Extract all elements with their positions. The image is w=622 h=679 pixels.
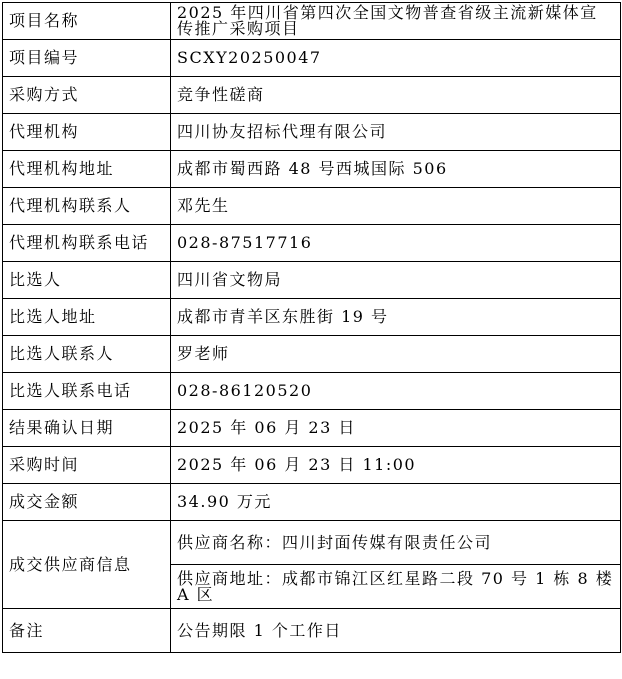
- table-row: [3, 188, 621, 225]
- row-label: 比选人: [3, 262, 171, 299]
- row-value: 邓先生: [171, 188, 621, 225]
- table-row: [3, 225, 621, 262]
- row-label: 结果确认日期: [3, 410, 171, 447]
- row-value: 罗老师: [171, 336, 621, 373]
- row-value: 公告期限 1 个工作日: [171, 609, 621, 653]
- table-row: [3, 40, 621, 77]
- row-value: 竞争性磋商: [171, 77, 621, 114]
- table-row: [3, 484, 621, 521]
- table-row: [3, 151, 621, 188]
- table-row: [3, 299, 621, 336]
- table-row: [3, 373, 621, 410]
- row-label: 代理机构地址: [3, 151, 171, 188]
- table-row: [3, 114, 621, 151]
- row-label: 成交供应商信息: [3, 521, 171, 609]
- row-label: 项目名称: [3, 3, 171, 40]
- row-label: 代理机构联系电话: [3, 225, 171, 262]
- table-row: [3, 262, 621, 299]
- table-row: [3, 336, 621, 373]
- table-row: [3, 3, 621, 40]
- table-row: [3, 77, 621, 114]
- row-value: 成都市青羊区东胜街 19 号: [171, 299, 621, 336]
- supplier-name-value: 供应商名称：四川封面传媒有限责任公司: [171, 521, 621, 565]
- table-row: [3, 609, 621, 653]
- row-label: 采购时间: [3, 447, 171, 484]
- row-label: 备注: [3, 609, 171, 653]
- row-value: 028-87517716: [171, 225, 621, 262]
- row-label: 项目编号: [3, 40, 171, 77]
- table-row: [3, 447, 621, 484]
- row-label: 代理机构: [3, 114, 171, 151]
- row-value: 34.90 万元: [171, 484, 621, 521]
- row-label: 比选人联系电话: [3, 373, 171, 410]
- row-label: 比选人联系人: [3, 336, 171, 373]
- row-label: 代理机构联系人: [3, 188, 171, 225]
- row-value: 2025 年 06 月 23 日 11:00: [171, 447, 621, 484]
- row-label: 采购方式: [3, 77, 171, 114]
- table-row: [3, 521, 621, 565]
- row-value: 四川省文物局: [171, 262, 621, 299]
- procurement-info-table: [2, 2, 621, 653]
- row-label: 成交金额: [3, 484, 171, 521]
- row-value: 成都市蜀西路 48 号西城国际 506: [171, 151, 621, 188]
- row-value: 四川协友招标代理有限公司: [171, 114, 621, 151]
- row-value: SCXY20250047: [171, 40, 621, 77]
- supplier-address-value: 供应商地址：成都市锦江区红星路二段 70 号 1 栋 8 楼 A 区: [171, 565, 621, 609]
- table-row: [3, 410, 621, 447]
- row-value: 2025 年四川省第四次全国文物普查省级主流新媒体宣传推广采购项目: [171, 3, 621, 40]
- row-value: 2025 年 06 月 23 日: [171, 410, 621, 447]
- row-label: 比选人地址: [3, 299, 171, 336]
- row-value: 028-86120520: [171, 373, 621, 410]
